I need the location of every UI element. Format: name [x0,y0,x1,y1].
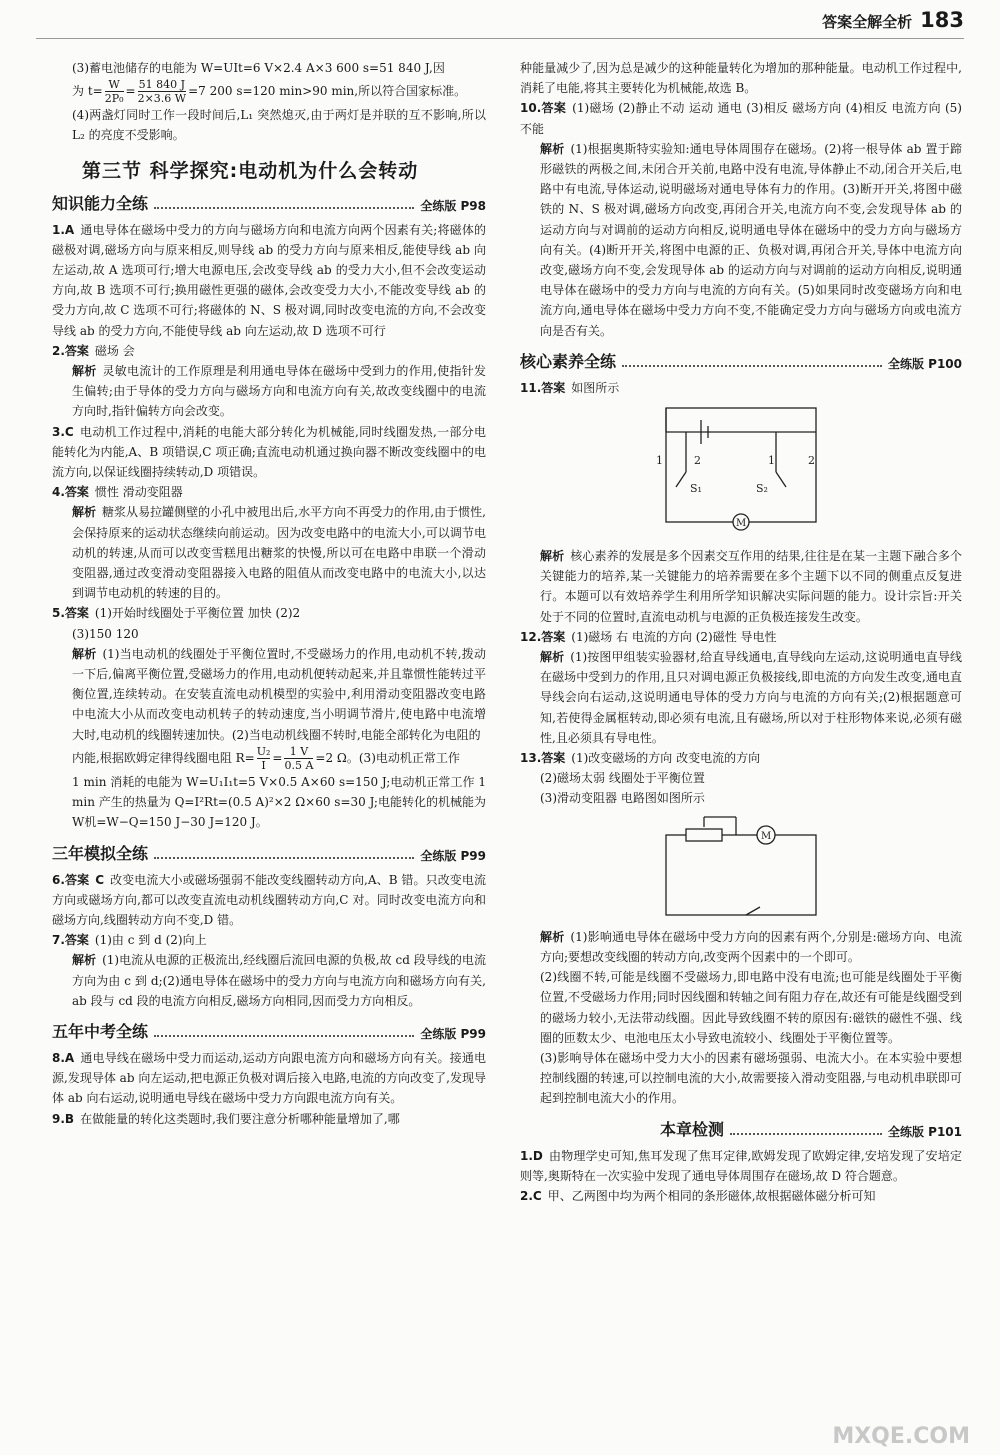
answer-item: 4.答案 惯性 滑动变阻器 [52,485,183,500]
circuit-diagram-switches [646,402,836,542]
analysis: 解析 糖浆从易拉罐侧壁的小孔中被甩出后,水平方向不再受力的作用,由于惯性,会保持原来的运动状态继续向前运动。因为改变电路中的电流大小,可以调节电动机的转速,从而可以改变雪糕甩出糖浆的快慢,所以可在电路中串联一个滑动变阻器,通过改变滑动变阻器接入电路的阻值从而改变电路中的电流大小,以达到调节电动机的转速的目的。 [72,505,486,601]
heading-ref: 全练版 P101 [887,1124,962,1139]
heading-title: 核心素养全练 [520,351,617,371]
answer-item: 12.答案 (1)磁场 右 电流的方向 (2)磁性 导电性 [520,629,777,644]
header-title: 答案全解全析 [822,13,913,31]
fraction: $\frac{W}{\text{2P₀}}$ [104,78,124,106]
page-number: 183 [920,8,964,32]
fraction: $\frac{\text{U₂}}{I}$ [256,744,271,772]
motor-label: M [736,518,747,530]
analysis: 解析 (1)按图甲组装实验器材,给直导线通电,直导线向左运动,这说明通电直导线在磁场中受到力的作用,且只对调电源正负极接线,即电流的方向发生改变,通电直导线会向右运动,这说明通电导体的受力方向与电流的方向有关;(2)根据题意可知,若使得金属框转动,即必须有电流,且有磁场,所以对于柱形物体来说,必须有磁性,且必须具有导电性。 [540,650,962,745]
answer-item: 1.D 由物理学史可知,焦耳发现了焦耳定律,欧姆发现了欧姆定律,安培发现了安培定则等,奥斯特在一次实验中发现了通电导体周围存在磁场,故 D 符合题意。 [520,1148,962,1183]
switch-terminal-label: 2 [694,454,701,468]
analysis: 解析 (1)影响通电导体在磁场中受力方向的因素有两个,分别是:磁场方向、电流方向;要想改变线圈的转动方向,改变两个因素中的一个即可。 [540,929,962,964]
answer-line: (2)磁场太弱 线圈处于平衡位置 [540,771,705,786]
right-column [520,58,962,1206]
paragraph: (3)蓄电池储存的电能为 W=UIt=6 V×2.4 A×3 600 s=51 840 J,因 [72,61,445,75]
heading-bar [52,191,486,214]
paragraph: (3)影响导体在磁场中受力大小的因素有磁场强弱、电流大小。在本实验中要想控制线圈的转速,可以控制电流的大小,故需要接入滑动变阻器,与电动机串联即可起到控制电流大小的作用。 [540,1050,962,1106]
analysis: 解析 (1)电流从电源的正极流出,经线圈后流回电源的负极,故 cd 段导线的电流方向为由 c 到 d;(2)通电导体在磁场中的受力方向与电流方向和磁场方向有关,ab 段与 cd 段的电流方向相反,磁场方向相同,因而受力方向相反。 [72,953,486,1008]
analysis: 解析 核心素养的发展是多个因素交互作用的结果,往往是在某一主题下融合多个关键能力的培养,某一关键能力的培养需要在多个主题下以不同的侧重点反复进行。本题可以有效培养学生利用所学知识解决实际问题的能力。设计宗旨:开关处于不同的位置时,直流电动机与电源的正负极连接发生改变。 [540,549,962,624]
formula-line: 内能,根据欧姆定律得线圈电阻 R= $\frac{\text{U₂}}{I}$ = $\frac{1 V}{0.5 A}$ =2 Ω。(3)电动机正常工作 [72,744,460,772]
formula-line: 为 t= $\frac{W}{\text{2P₀}}$ = $\frac{51 840 J}{2\times 3.6 W}$ =7 200 s=120 min>90 min,所以符合国家标准。 [72,78,467,106]
paragraph: 1 min 消耗的电能为 W=U₁I₁t=5 V×0.5 A×60 s=150 J;电动机正常工作 1 min 产生的热量为 Q=I²Rt=(0.5 A)²×2 Ω×60 s=30 J;电能转化的机械能为 W机=W−Q=150 J−30 J=120 J。 [72,774,486,830]
watermark: MXQE.COM [832,1424,970,1449]
answer-item: 6.答案 C 改变电流大小或磁场强弱不能改变线圈转动方向,A、B 错。只改变电流方向或磁场方向,都可以改变直流电动机线圈转动方向,C 对。同时改变电流方向和磁场方向,线圈转动方向不变,D 错。 [52,872,486,927]
heading-ref: 全练版 P99 [420,1026,486,1041]
switch-label: S₂ [756,482,768,496]
heading-ref: 全练版 P99 [420,848,486,863]
heading-bar [52,841,486,864]
answer-item: 9.B 在做能量的转化这类题时,我们要注意分析哪种能量增加了,哪 [52,1111,400,1126]
fraction: $\frac{51 840 J}{2\times 3.6 W}$ [137,78,187,106]
heading-title: 本章检测 [660,1119,725,1139]
motor-label: M [761,830,772,842]
answer-line: (3)滑动变阻器 电路图如图所示 [540,791,705,806]
answer-item: 10.答案 (1)磁场 (2)静止不动 运动 通电 (3)相反 磁场方向 (4)相反 电流方向 (5)不能 [520,101,962,136]
switch-terminal-label: 1 [656,454,663,468]
heading-bar [660,1117,962,1140]
paragraph: 种能量减少了,因为总是减少的这种能量转化为增加的那种能量。电动机工作过程中,消耗了电能,将其主要转化为机械能,故选 B。 [520,61,962,96]
paragraph: (4)两盏灯同时工作一段时间后,L₁ 突然熄灭,由于两灯是并联的互不影响,所以 L₂ 的亮度不受影响。 [72,108,486,143]
answer-item: 7.答案 (1)由 c 到 d (2)向上 [52,933,207,948]
switch-terminal-label: 1 [768,454,775,468]
answer-item: 5.答案 (1)开始时线圈处于平衡位置 加快 (2)2 [52,606,301,621]
answer-item: 8.A 通电导线在磁场中受力而运动,运动方向跟电流方向和磁场方向有关。接通电源,发现导体 ab 向左运动,把电源正负极对调后接入电路,电流的方向改变了,发现导体 ab 向右运动,说明通电导线在磁场中受力方向跟电流方向有关。 [52,1050,486,1106]
answer-item: 2.C 甲、乙两图中均为两个相同的条形磁体,故根据磁体磁分析可知 [520,1188,876,1203]
page-header [822,8,964,32]
heading-title: 知识能力全练 [52,193,149,213]
answer-item: 11.答案 如图所示 [520,380,620,395]
heading-title: 三年模拟全练 [52,843,149,863]
header-rule [36,38,964,39]
heading-ref: 全练版 P100 [887,356,962,371]
answer-line: (3)150 120 [72,626,139,641]
analysis: 解析 (1)根据奥斯特实验知:通电导体周围存在磁场。(2)将一根导体 ab 置于蹄形磁铁的两极之间,未闭合开关前,电路中没有电流,导体静止不动,闭合开关后,电路中有电流,导体运动,说明磁场对通电导体有力的作用。(3)断开开关,将图中磁铁的 N、S 极对调,磁场方向改变,再闭合开关,电流方向不变,会发现导体 ab 的运动方向与对调前的运动方向相反,说明通电导体在磁场中的受力方向与磁场方向有关。(4)断开开关,将图中电源的正、负极对调,再闭合开关,导体中电流方向改变,磁场方向不变,会发现导体 ab 的运动方向与对调前的运动方向相反,说明通电导体在磁场中的受力方向与电流的方向有关。(5)如果同时改变磁场方向和电流方向,通电导体在磁场中受力方向不变,不能确定受力方向与磁场方向或电流方向是否有关。 [540,141,962,338]
analysis: 解析 灵敏电流计的工作原理是利用通电导体在磁场中受到力的作用,使指针发生偏转;由于导体的受力方向与磁场方向和电流方向有关,故改变线圈中的电流方向时,指针偏转方向会改变。 [72,364,486,419]
paragraph: (2)线圈不转,可能是线圈不受磁场力,即电路中没有电流;也可能是线圈处于平衡位置,不受磁场力作用;同时因线圈和转轴之间有阻力存在,故还有可能是线圈受到的磁场力较小,无法带动线圈。因此导致线圈不转的原因有:磁铁的磁性不强、线圈的匝数太少、电池电压太小导致电流较小、线圈处于平衡位置等。 [540,970,962,1045]
circuit-diagram-rheostat [656,813,826,923]
switch-terminal-label: 2 [808,454,815,468]
section-title: 第三节 科学探究:电动机为什么会转动 [82,159,419,182]
heading-bar [52,1019,486,1042]
answer-item: 13.答案 (1)改变磁场的方向 改变电流的方向 [520,751,761,766]
answer-item: 3.C 电动机工作过程中,消耗的电能大部分转化为机械能,同时线圈发热,一部分电能转化为内能,A、B 项错误,C 项正确;直流电动机通过换向器不断改变线圈中的电流方向,以保证线圈持续转动,D 项错误。 [52,424,486,480]
heading-bar [520,349,962,372]
answer-item: 1.A 通电导体在磁场中受力的方向与磁场方向和电流方向两个因素有关;将磁体的磁极对调,磁场方向与原来相反,则导线 ab 的受力方向与原来相反,能使导线 ab 向左运动,故 A 选项可行;增大电源电压,会改变导线 ab 的受力大小,但不会改变运动方向,故 B 选项不可行;换用磁性更强的磁体,会改变受力大小,不能改变导线 ab 的受力方向,故 C 选项不可行;将磁体的 N、S 极对调,同时改变电流的方向,不会改变导线 ab 的受力方向,不能使导线 ab 向左运动,故 D 选项不可行 [52,222,486,338]
left-column [52,58,486,1129]
fraction: $\frac{1 V}{0.5 A}$ [284,744,314,772]
heading-title: 五年中考全练 [52,1021,149,1041]
analysis: 解析 (1)当电动机的线圈处于平衡位置时,不受磁场力的作用,电动机不转,拨动一下后,偏离平衡位置,受磁场力的作用,电动机便转动起来,并且靠惯性能转过平衡位置,连续转动。在安装直流电动机模型的实验中,利用滑动变阻器改变电路中电流大小从而改变电动机转子的转动速度,当小明调节滑片,使电路中电流增大时,电动机的线圈转速加快。(2)当电动机线圈不转时,电能全部转化为电阻的 [72,646,486,742]
answer-item: 2.答案 磁场 会 [52,343,135,358]
switch-label: S₁ [690,482,702,496]
heading-ref: 全练版 P98 [420,198,486,213]
